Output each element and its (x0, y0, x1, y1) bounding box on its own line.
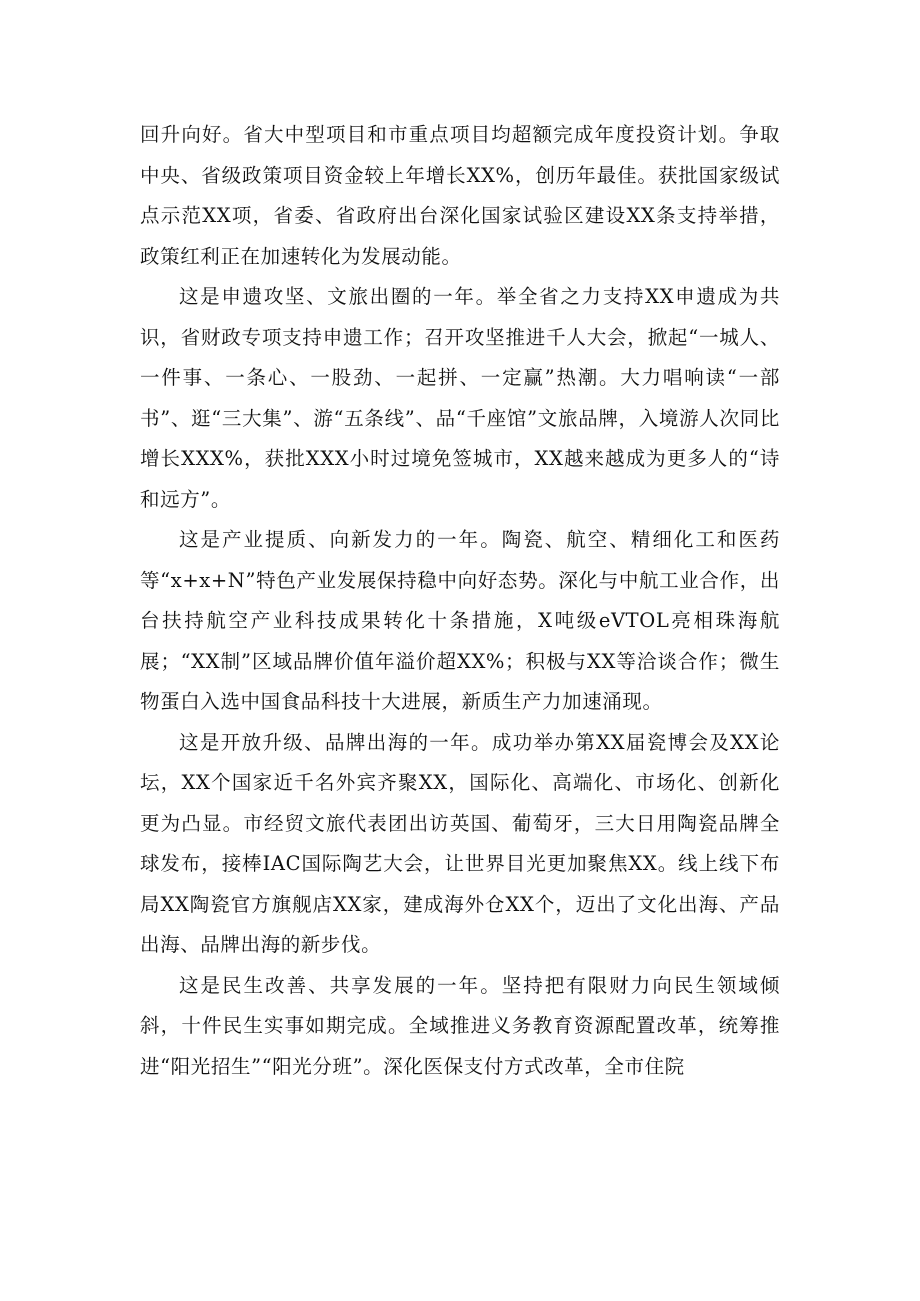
document-body (140, 115, 780, 1087)
paragraph-industry: 这是产业提质、向新发力的一年。陶瓷、航空、精细化工和医药等“x+x+N”特色产业发展保持稳中向好态势。深化与中航工业合作，出台扶持航空产业科技成果转化十条措施，X吨级eVTOL亮相珠海航展；“XX制”区域品牌价值年溢价超XX%；积极与XX等洽谈合作；微生物蛋白入选中国食品科技十大进展，新质生产力加速涌现。 (140, 528, 780, 713)
paragraph-heritage-tourism: 这是申遗攻坚、文旅出圈的一年。举全省之力支持XX申遗成为共识，省财政专项支持申遗工作；召开攻坚推进千人大会，掀起“一城人、一件事、一条心、一股劲、一起拼、一定赢”热潮。大力唱响读“一部书”、逛“三大集”、游“五条线”、品“千座馆”文旅品牌，入境游人次同比增长XXX%，获批XXX小时过境免签城市，XX越来越成为更多人的“诗和远方”。 (140, 285, 780, 511)
paragraph-opening-up: 这是开放升级、品牌出海的一年。成功举办第XX届瓷博会及XX论坛，XX个国家近千名外宾齐聚XX，国际化、高端化、市场化、创新化更为凸显。市经贸文旅代表团出访英国、葡萄牙，三大日用陶瓷品牌全球发布，接棒IAC国际陶艺大会，让世界目光更加聚焦XX。线上线下布局XX陶瓷官方旗舰店XX家，建成海外仓XX个，迈出了文化出海、产品出海、品牌出海的新步伐。 (140, 730, 780, 956)
paragraph-continued: 回升向好。省大中型项目和市重点项目均超额完成年度投资计划。争取中央、省级政策项目资金较上年增长XX%，创历年最佳。获批国家级试点示范XX项，省委、省政府出台深化国家试验区建设XX条支持举措，政策红利正在加速转化为发展动能。 (140, 123, 780, 268)
paragraph-livelihood: 这是民生改善、共享发展的一年。坚持把有限财力向民生领域倾斜，十件民生实事如期完成。全域推进义务教育资源配置改革，统筹推进“阳光招生”“阳光分班”。深化医保支付方式改革，全市住院 (140, 973, 780, 1078)
